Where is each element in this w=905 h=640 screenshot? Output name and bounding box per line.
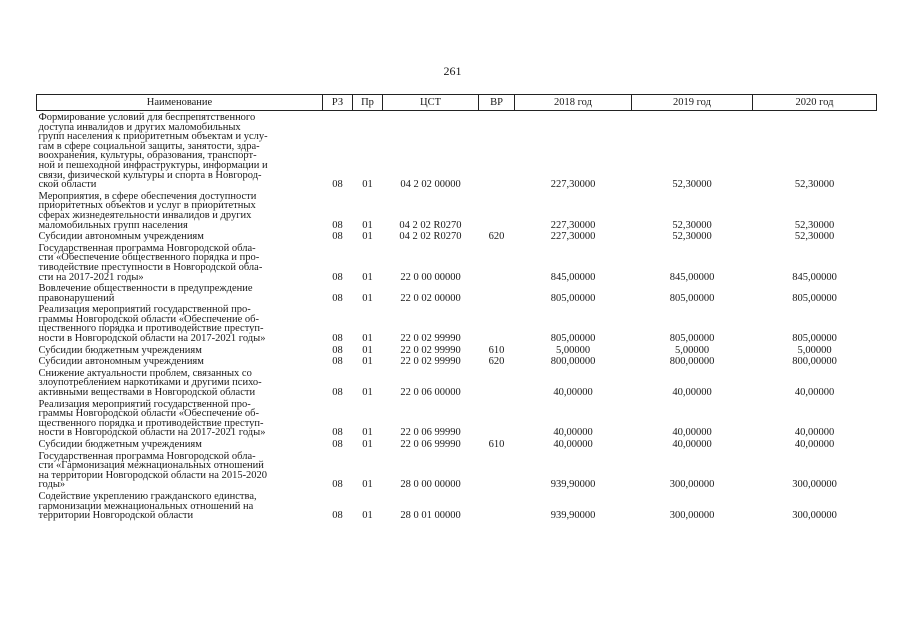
row-name-line: граммы Новгородской области «Обеспечение об-	[38, 408, 259, 420]
row-name-line: щественного порядка и противодействие преступ-	[38, 323, 264, 335]
rz-cell: 08	[332, 179, 343, 191]
rz-cell: 08	[332, 510, 343, 522]
amount-2018-cell: 40,00000	[553, 439, 593, 450]
rz-cell: 08	[332, 356, 343, 368]
row-name-line: Мероприятия, в сфере обеспечения доступности	[38, 190, 257, 202]
row-name-line: годы»	[38, 479, 66, 491]
row-name-line: ской области	[38, 179, 97, 191]
cst-cell: 22 0 06 99990	[400, 439, 461, 450]
row-name-line: Субсидии автономным учреждениям	[38, 356, 204, 368]
amount-2019-cell: 52,30000	[672, 231, 712, 243]
row-name-line: ности в Новгородской области на 2017-2021 годы»	[38, 333, 266, 345]
amount-2018-cell: 227,30000	[550, 219, 596, 231]
vr-cell	[479, 303, 515, 343]
table-row	[37, 367, 877, 398]
row-name-line: Реализация мероприятий государственной про-	[38, 398, 251, 410]
cst-cell: 22 0 00 00000	[400, 271, 461, 283]
row-name-line: активными веществами в Новгородской области	[38, 387, 256, 399]
row-name-line: Содействие укреплению гражданского единства,	[38, 490, 257, 502]
amount-2018-cell: 939,90000	[550, 510, 596, 522]
row-name-cell	[37, 190, 323, 230]
rz-cell: 08	[332, 271, 343, 283]
row-name-cell	[37, 438, 323, 450]
row-name-line: ной и пешеходной инфраструктуры, информации и	[38, 159, 268, 171]
amount-2019-cell: 52,30000	[672, 179, 712, 191]
row-name-line: граммы Новгородской области «Обеспечение об-	[38, 313, 259, 325]
pr-cell: 01	[362, 427, 373, 439]
cst-cell: 28 0 01 00000	[400, 510, 461, 522]
row-name-line: доступа инвалидов и других маломобильных	[38, 121, 241, 133]
cst-cell: 22 0 06 00000	[400, 387, 461, 399]
amount-2019-cell: 40,00000	[672, 439, 712, 450]
table-row	[37, 282, 877, 303]
row-name-line: сти «Обеспечение общественного порядка и про-	[38, 252, 260, 264]
rz-cell: 08	[332, 427, 343, 439]
vr-cell: 610	[488, 439, 505, 450]
pr-cell: 01	[362, 356, 373, 368]
pr-cell: 01	[362, 231, 373, 243]
amount-2018-cell: 40,00000	[553, 427, 593, 439]
pr-cell: 01	[362, 292, 373, 304]
cst-cell: 22 0 06 99990	[400, 427, 461, 439]
amount-2020-cell: 800,00000	[792, 356, 837, 368]
row-name-line: Субсидии автономным учреждениям	[38, 231, 204, 243]
amount-2019-cell: 845,00000	[669, 271, 715, 283]
rz-cell: 08	[332, 439, 343, 450]
amount-2020-cell: 300,00000	[792, 510, 837, 522]
row-name-cell	[37, 282, 323, 303]
vr-cell	[479, 367, 515, 398]
amount-2018-cell: 939,90000	[550, 479, 596, 491]
pr-cell: 01	[362, 219, 373, 231]
cst-cell: 04 2 02 R0270	[399, 231, 462, 243]
table-row	[37, 355, 877, 367]
pr-cell: 01	[362, 179, 373, 191]
amount-2019-cell: 52,30000	[672, 219, 712, 231]
row-name-line: связи, физической культуры и спорта в Новгород-	[38, 169, 262, 181]
vr-cell: 610	[488, 344, 505, 356]
row-name-line: Государственная программа Новгородской обла-	[38, 450, 256, 462]
vr-cell	[479, 111, 515, 190]
row-name-cell	[37, 344, 323, 356]
row-name-line: Государственная программа Новгородской обла-	[38, 242, 256, 254]
amount-2019-cell: 300,00000	[669, 510, 715, 522]
table-row	[37, 450, 877, 490]
amount-2018-cell: 845,00000	[550, 271, 596, 283]
row-name-line: щественного порядка и противодействие преступ-	[38, 417, 264, 429]
vr-cell	[479, 490, 515, 521]
pr-cell: 01	[362, 479, 373, 491]
table-row	[37, 490, 877, 521]
amount-2019-cell: 40,00000	[672, 387, 712, 399]
column-header: ВР	[479, 95, 515, 111]
amount-2020-cell: 52,30000	[794, 231, 835, 243]
amount-2020-cell: 52,30000	[794, 219, 835, 231]
row-name-line: территории Новгородской области	[38, 510, 194, 522]
column-header: 2020 год	[753, 95, 877, 111]
cst-cell: 22 0 02 99990	[400, 356, 461, 368]
page-number: 261	[443, 64, 462, 78]
row-name-line: приоритетных объектов и услуг в приоритетных	[38, 200, 256, 212]
column-header: РЗ	[323, 95, 353, 111]
amount-2019-cell: 800,00000	[669, 356, 715, 368]
pr-cell: 01	[362, 439, 373, 450]
amount-2019-cell: 805,00000	[669, 292, 715, 304]
pr-cell: 01	[362, 333, 373, 345]
row-name-cell	[37, 230, 323, 242]
row-name-cell	[37, 355, 323, 367]
table-row	[37, 438, 877, 450]
amount-2020-cell: 5,00000	[797, 344, 832, 356]
amount-2018-cell: 805,00000	[550, 333, 596, 345]
pr-cell: 01	[362, 271, 373, 283]
row-name-line: гам в сфере социальной защиты, занятости, здра-	[38, 140, 260, 152]
row-name-line: Реализация мероприятий государственной про-	[38, 304, 251, 316]
row-name-cell	[37, 398, 323, 438]
row-name-cell	[37, 450, 323, 490]
amount-2019-cell: 805,00000	[669, 333, 715, 345]
cst-cell: 22 0 02 99990	[400, 344, 461, 356]
vr-cell	[479, 282, 515, 303]
table-row	[37, 303, 877, 343]
table-header-row	[37, 95, 877, 111]
vr-cell: 620	[488, 356, 505, 368]
row-name-line: Субсидии бюджетным учреждениям	[38, 439, 202, 450]
vr-cell	[479, 398, 515, 438]
rz-cell: 08	[332, 231, 343, 243]
amount-2019-cell: 5,00000	[674, 344, 710, 356]
amount-2020-cell: 40,00000	[794, 439, 835, 450]
amount-2020-cell: 52,30000	[794, 179, 835, 191]
row-name-line: воохранения, культуры, образования, транспорт-	[38, 150, 257, 162]
pr-cell: 01	[362, 387, 373, 399]
column-header: Пр	[353, 95, 383, 111]
amount-2020-cell: 300,00000	[792, 479, 837, 491]
row-name-line: сти «Гармонизация межнациональных отношений	[38, 460, 264, 472]
row-name-line: на территории Новгородской области на 2015-2020	[38, 469, 268, 481]
amount-2018-cell: 227,30000	[550, 179, 596, 191]
row-name-line: гармонизации межнациональных отношений на	[38, 500, 254, 512]
rz-cell: 08	[332, 344, 343, 356]
rz-cell: 08	[332, 219, 343, 231]
amount-2020-cell: 805,00000	[792, 292, 837, 304]
amount-2018-cell: 5,00000	[555, 344, 591, 356]
cst-cell: 22 0 02 00000	[400, 292, 461, 304]
amount-2020-cell: 40,00000	[794, 387, 835, 399]
rz-cell: 08	[332, 333, 343, 345]
amount-2019-cell: 40,00000	[672, 427, 712, 439]
row-name-cell	[37, 303, 323, 343]
table-row	[37, 190, 877, 230]
amount-2020-cell: 805,00000	[792, 333, 837, 345]
column-header: 2018 год	[515, 95, 632, 111]
row-name-line: тиводействие преступности в Новгородской обла-	[38, 261, 263, 273]
row-name-line: ности в Новгородской области на 2017-2021 годы»	[38, 427, 266, 439]
amount-2018-cell: 805,00000	[550, 292, 596, 304]
cst-cell: 04 2 02 R0270	[399, 219, 462, 231]
pr-cell: 01	[362, 510, 373, 522]
column-header: ЦСТ	[383, 95, 479, 111]
column-header: 2019 год	[632, 95, 753, 111]
row-name-line: правонарушений	[38, 292, 115, 304]
table-body	[37, 111, 877, 521]
row-name-line: Вовлечение общественности в предупреждение	[38, 283, 253, 295]
row-name-line: злоупотреблением наркотиками и другими психо-	[38, 377, 262, 389]
cst-cell: 04 2 02 00000	[400, 179, 461, 191]
row-name-cell	[37, 242, 323, 282]
table-row	[37, 398, 877, 438]
row-name-line: сферах жизнедеятельности инвалидов и других	[38, 209, 252, 221]
row-name-line: Снижение актуальности проблем, связанных со	[38, 367, 252, 379]
vr-cell	[479, 242, 515, 282]
row-name-cell	[37, 490, 323, 521]
amount-2020-cell: 40,00000	[794, 427, 835, 439]
vr-cell	[479, 450, 515, 490]
amount-2020-cell: 845,00000	[792, 271, 837, 283]
rz-cell: 08	[332, 292, 343, 304]
amount-2019-cell: 300,00000	[669, 479, 715, 491]
row-name-cell	[37, 111, 323, 190]
pr-cell: 01	[362, 344, 373, 356]
row-name-line: маломобильных групп населения	[38, 219, 188, 231]
table-row	[37, 230, 877, 242]
amount-2018-cell: 227,30000	[550, 231, 596, 243]
table-row	[37, 111, 877, 190]
vr-cell	[479, 190, 515, 230]
row-name-line: Формирование условий для беспрепятственного	[38, 112, 256, 123]
table-row	[37, 242, 877, 282]
row-name-line: Субсидии бюджетным учреждениям	[38, 344, 202, 356]
amount-2018-cell: 40,00000	[553, 387, 593, 399]
budget-table	[36, 94, 877, 521]
amount-2018-cell: 800,00000	[550, 356, 596, 368]
rz-cell: 08	[332, 387, 343, 399]
row-name-line: групп населения к приоритетным объектам и услу-	[38, 131, 268, 143]
rz-cell: 08	[332, 479, 343, 491]
cst-cell: 22 0 02 99990	[400, 333, 461, 345]
cst-cell: 28 0 00 00000	[400, 479, 461, 491]
column-header: Наименование	[37, 95, 323, 111]
table-row	[37, 344, 877, 356]
vr-cell: 620	[488, 231, 505, 243]
row-name-cell	[37, 367, 323, 398]
row-name-line: сти на 2017-2021 годы»	[38, 271, 144, 283]
